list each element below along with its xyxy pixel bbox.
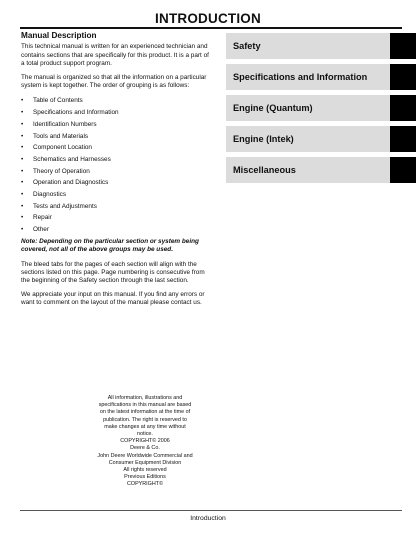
copyright-line: notice. (137, 431, 153, 438)
feedback-paragraph: We appreciate your input on this manual. If you find any errors or want to comment on the layout of the manual please contact us. (21, 290, 205, 307)
list-item: • Theory of Operation (21, 166, 209, 178)
bleed-tab-marker (390, 33, 416, 59)
copyright-line: All information, illustrations and (107, 395, 183, 401)
list-item: • Repair (21, 212, 209, 224)
list-item: • Table of Contents (21, 95, 209, 107)
page-title: INTRODUCTION (155, 11, 261, 26)
title-rule (20, 27, 402, 29)
section-heading: Manual Description (21, 31, 97, 40)
footer-rule (20, 510, 402, 511)
list-item: • Other (21, 224, 209, 236)
bleed-tab-marker (390, 64, 416, 90)
list-item: • Identification Numbers (21, 119, 209, 131)
bleed-tab-marker (390, 126, 416, 152)
organization-paragraph: The manual is organized so that all the information on a particular system is kept together. The order of grouping is as follows: (21, 73, 207, 90)
bleed-tabs-paragraph: The bleed tabs for the pages of each section will align with the sections listed on this page. Page numbering is consecutive from the beginning of the Safety section through the last section. (21, 260, 205, 285)
footer-section-label: Introduction (190, 515, 226, 522)
list-item: • Specifications and Information (21, 107, 209, 119)
copyright-line: on the latest information at the time of (99, 409, 191, 416)
tab-specifications-and-information[interactable] (226, 64, 416, 90)
copyright-notice (80, 395, 210, 489)
grouping-list (21, 95, 209, 235)
tab-label: Specifications and Information (226, 64, 390, 90)
copyright-line: COPYRIGHT© (126, 481, 164, 488)
list-item: • Operation and Diagnostics (21, 177, 209, 189)
tab-label: Safety (226, 33, 390, 59)
copyright-line: specifications in this manual are based (98, 402, 192, 409)
bleed-tab-marker (390, 95, 416, 121)
tab-safety[interactable] (226, 33, 416, 59)
copyright-line: Consumer Equipment Division (108, 459, 182, 466)
manual-description-column (21, 32, 209, 313)
copyright-line: publication. The right is reserved to (103, 416, 187, 423)
list-item: • Tools and Materials (21, 131, 209, 143)
list-item: • Diagnostics (21, 189, 209, 201)
tab-label: Miscellaneous (226, 157, 390, 183)
tab-miscellaneous[interactable] (226, 157, 416, 183)
copyright-line: Deere & Co. (130, 445, 160, 452)
list-item: • Component Location (21, 142, 209, 154)
intro-paragraph: This technical manual is written for an experienced technician and contains sections that are specifically for this product. It is a part of a total product support program. (21, 43, 209, 68)
copyright-line: All rights reserved (123, 467, 167, 474)
list-item: • Schematics and Harnesses (21, 154, 209, 166)
tab-engine-intek[interactable] (226, 126, 416, 152)
list-item: • Tests and Adjustments (21, 201, 209, 213)
copyright-line: Previous Editions (124, 474, 166, 481)
bleed-tab-marker (390, 157, 416, 183)
tab-engine-quantum[interactable] (226, 95, 416, 121)
tab-label: Engine (Intek) (226, 126, 390, 152)
copyright-line: COPYRIGHT© 2006 (120, 438, 170, 445)
copyright-line: make changes at any time without (104, 423, 186, 430)
copyright-line: John Deere Worldwide Commercial and (97, 452, 193, 459)
note-text: Note: Depending on the particular section or system being covered, not all of the above groups may be used. (21, 237, 199, 254)
section-tabs (226, 33, 416, 188)
tab-label: Engine (Quantum) (226, 95, 390, 121)
